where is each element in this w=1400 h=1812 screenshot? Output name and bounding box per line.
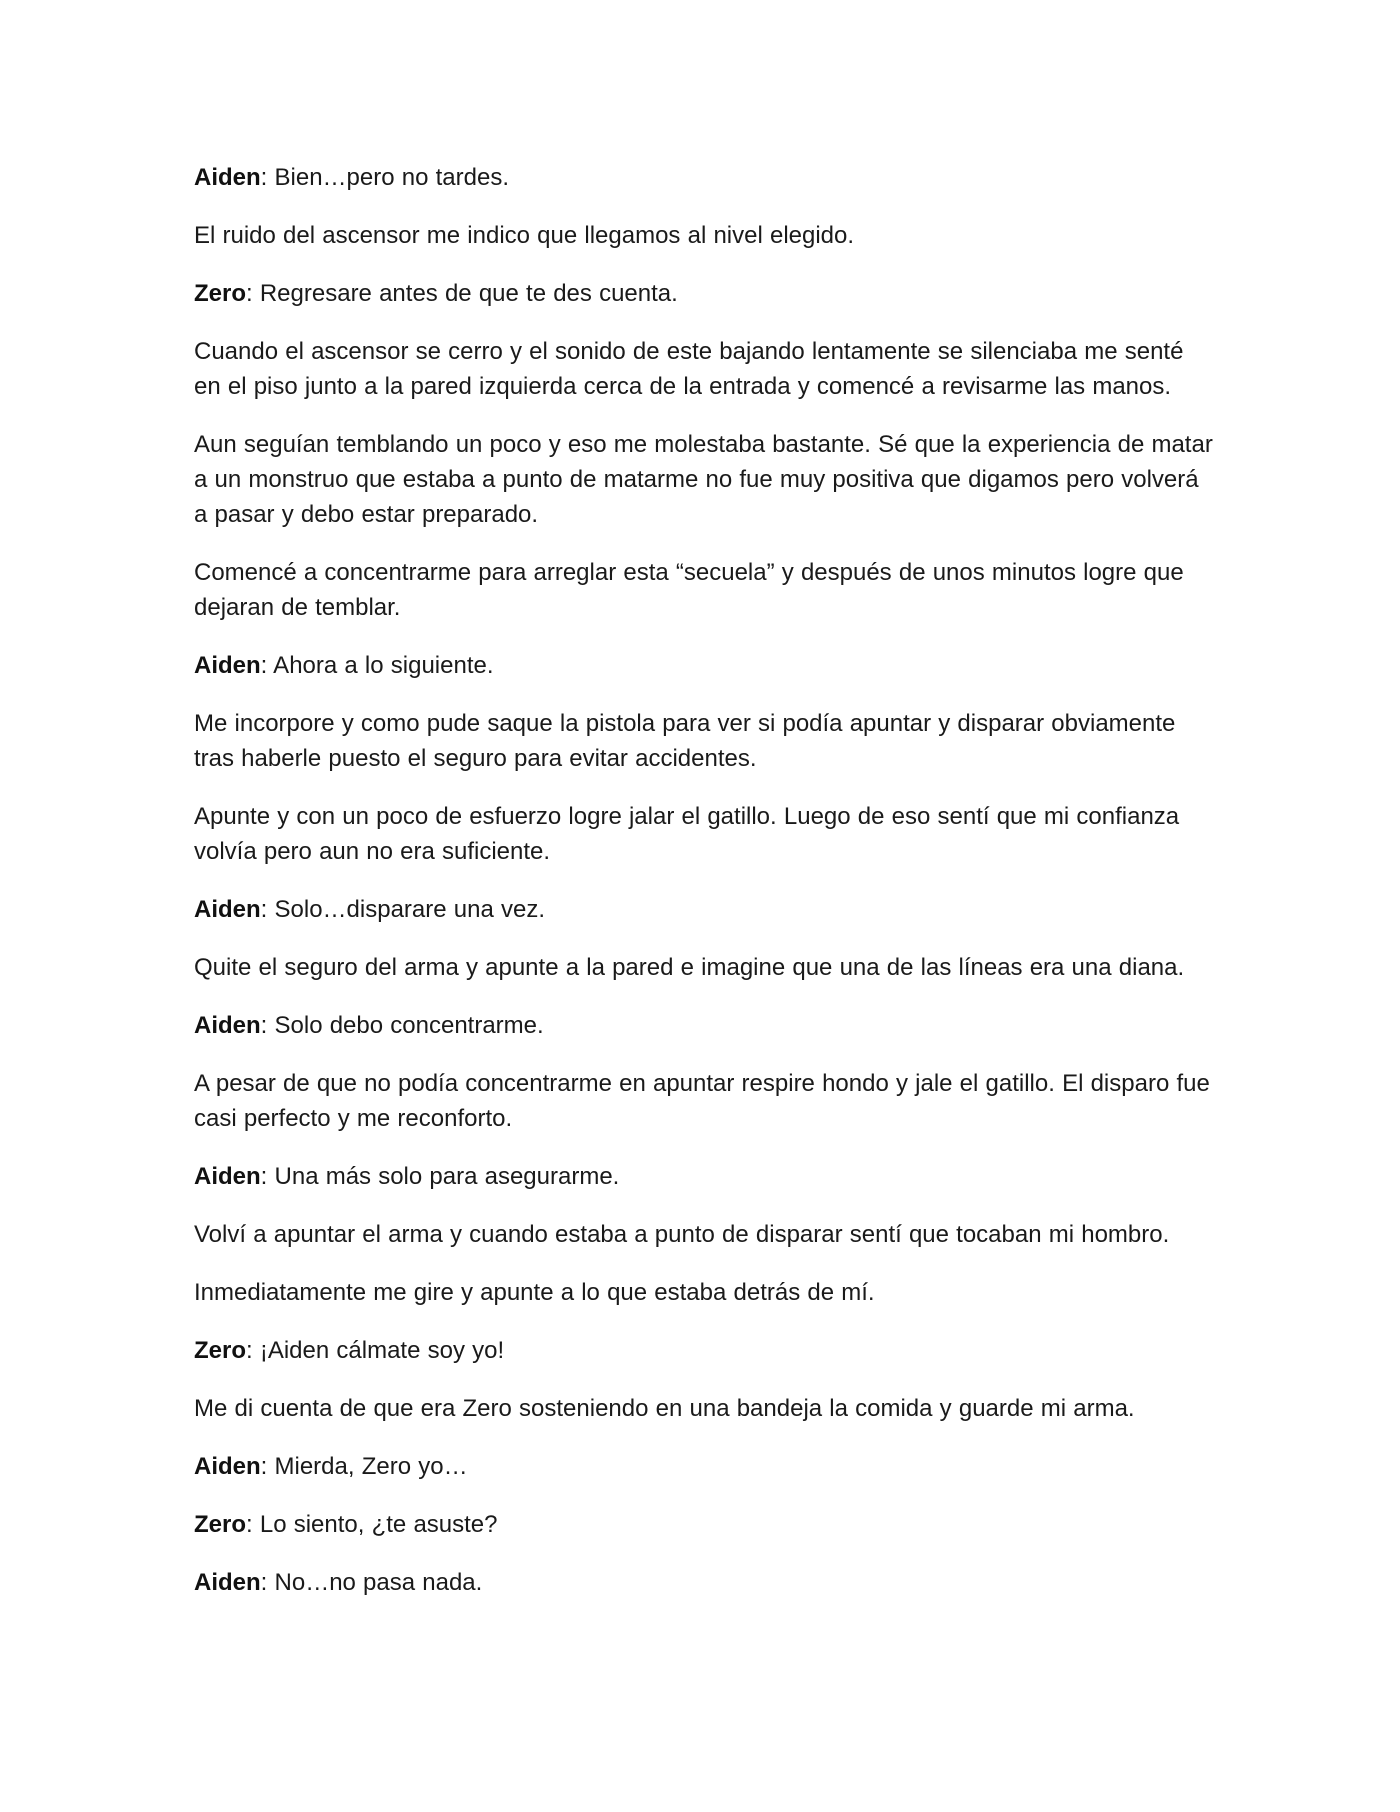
paragraph [194, 1333, 1214, 1368]
paragraph [194, 1275, 1214, 1310]
paragraph [194, 1217, 1214, 1252]
paragraph [194, 892, 1214, 927]
paragraph [194, 950, 1214, 985]
paragraph [194, 1066, 1214, 1136]
speaker-name: Aiden [194, 1453, 261, 1480]
paragraph-text: Quite el seguro del arma y apunte a la pared e imagine que una de las líneas era una diana. [194, 954, 1185, 981]
paragraph-text: Comencé a concentrarme para arreglar esta “secuela” y después de unos minutos logre que dejaran de temblar. [194, 559, 1184, 621]
paragraph [194, 1507, 1214, 1542]
speaker-name: Aiden [194, 1163, 261, 1190]
paragraph [194, 276, 1214, 311]
speaker-name: Aiden [194, 652, 261, 679]
paragraph-text: Cuando el ascensor se cerro y el sonido de este bajando lentamente se silenciaba me senté en el piso junto a la pared izquierda cerca de la entrada y comencé a revisarme las manos. [194, 338, 1184, 400]
speaker-name: Zero [194, 1511, 247, 1538]
paragraph [194, 160, 1214, 195]
paragraph [194, 1391, 1214, 1426]
paragraph-text: A pesar de que no podía concentrarme en apuntar respire hondo y jale el gatillo. El disparo fue casi perfecto y me reconforto. [194, 1070, 1210, 1132]
paragraph-text: : No…no pasa nada. [260, 1569, 483, 1596]
speaker-name: Zero [194, 280, 247, 307]
paragraph [194, 1159, 1214, 1194]
speaker-name: Zero [194, 1337, 247, 1364]
paragraph [194, 1565, 1214, 1600]
paragraph [194, 334, 1214, 404]
paragraph [194, 706, 1214, 776]
paragraph [194, 648, 1214, 683]
paragraph [194, 1449, 1214, 1484]
speaker-name: Aiden [194, 896, 261, 923]
speaker-name: Aiden [194, 164, 261, 191]
paragraph-text: : Lo siento, ¿te asuste? [246, 1511, 498, 1538]
paragraph-text: Me di cuenta de que era Zero sosteniendo en una bandeja la comida y guarde mi arma. [194, 1395, 1135, 1422]
paragraph-text: : Regresare antes de que te des cuenta. [246, 280, 678, 307]
speaker-name: Aiden [194, 1012, 261, 1039]
paragraph-text: : Bien…pero no tardes. [260, 164, 509, 191]
paragraph-text: El ruido del ascensor me indico que llegamos al nivel elegido. [194, 222, 855, 249]
paragraph [194, 1008, 1214, 1043]
paragraph [194, 555, 1214, 625]
paragraph-text: : Una más solo para asegurarme. [260, 1163, 620, 1190]
paragraph [194, 799, 1214, 869]
paragraph [194, 218, 1214, 253]
paragraph-text: : Mierda, Zero yo… [260, 1453, 468, 1480]
paragraph [194, 427, 1214, 532]
paragraph-text: : Solo debo concentrarme. [260, 1012, 544, 1039]
paragraph-text: Volví a apuntar el arma y cuando estaba a punto de disparar sentí que tocaban mi hombro. [194, 1221, 1170, 1248]
paragraph-text: Aun seguían temblando un poco y eso me molestaba bastante. Sé que la experiencia de matar a un monstruo que estaba a punto de matarme no fue muy positiva que digamos pero volverá a pasar y debo estar preparado. [194, 431, 1213, 528]
paragraph-text: Apunte y con un poco de esfuerzo logre jalar el gatillo. Luego de eso sentí que mi confianza volvía pero aun no era suficiente. [194, 803, 1180, 865]
document-body [194, 160, 1214, 1623]
paragraph-text: : ¡Aiden cálmate soy yo! [246, 1337, 505, 1364]
speaker-name: Aiden [194, 1569, 261, 1596]
paragraph-text: : Solo…disparare una vez. [260, 896, 545, 923]
paragraph-text: Me incorpore y como pude saque la pistola para ver si podía apuntar y disparar obviamente tras haberle puesto el seguro para evitar accidentes. [194, 710, 1176, 772]
paragraph-text: : Ahora a lo siguiente. [260, 652, 494, 679]
paragraph-text: Inmediatamente me gire y apunte a lo que estaba detrás de mí. [194, 1279, 875, 1306]
